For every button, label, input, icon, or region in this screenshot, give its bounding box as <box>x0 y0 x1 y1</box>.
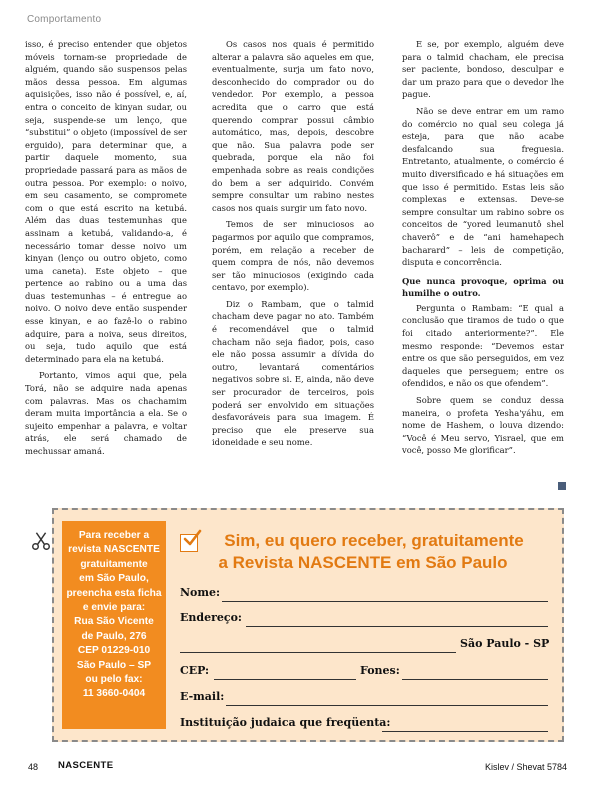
article-column-1 <box>25 38 187 462</box>
address-field[interactable] <box>180 611 548 627</box>
paragraph: isso, é preciso entender que objetos móveis tornam-se propriedade de alguém, quando são suspensos pelas mãos dessa pessoa. Em algumas aquisições, isso não é possível, e, aí, entra o conceito de kinyan sudar, ou seja, suspende-se um lenço, que “substitui” o objeto (impossível de ser erguido), para determinar que, a partir daquele momento, sua propriedade passará para as mãos de outra pessoa. Por exemplo: o noivo, em seu casamento, se compromete com o que está escrito na ketubá. Além das duas testemunhas que assinam a ketubá, validando-a, é necessário tomar desse noivo um kinyan (lenço ou outro objeto, como uma caneta). Este objeto – que pertence ao rabino ou a uma das duas testemunhas – é entregue ao noivo. O noivo deve então suspender esse kinyan, e ao fazê-lo o rabino adquire, para a noiva, seus direitos, ou seja, tudo aquilo que está determinado para ela na ketubá. <box>25 39 187 364</box>
paragraph: Portanto, vimos aqui que, pela Torá, não se adquire nada apenas com palavras. Mas os chachamim deram muita importância a ela. Se o sujeito empenhar a palavra, e voltar atrás, ele será chamado de mechussar amaná. <box>25 370 187 456</box>
address-field-2[interactable] <box>180 637 548 653</box>
coupon-title-line1: Sim, eu quero receber, gratuitamente <box>224 531 524 550</box>
name-input-line[interactable] <box>222 601 548 602</box>
phone-input-line[interactable] <box>402 679 548 680</box>
phone-label: Fones: <box>360 664 400 677</box>
name-field[interactable] <box>180 586 548 602</box>
name-label: Nome: <box>180 586 221 599</box>
paragraph: Diz o Rambam, que o talmid chacham deve pagar no ato. Também é recomendável que o talmid chacham não seja fiador, pois, caso ele não possa assumir a dívida do outro, levantará comentários negativos sobre si. E, ainda, não deve ser procurador de terceiros, pois poderá ser envolvido em situações desfavoráveis para sua imagem. É preciso que ele preserve sua idoneidade e seu nome. <box>212 298 374 448</box>
section-label: Comportamento <box>27 14 102 25</box>
page-number: 48 <box>28 762 39 772</box>
paragraph: Não se deve entrar em um ramo do comércio no qual seu colega já esteja, para que não acabe desfalcando sua freguesia. Entretanto, atualmente, o comércio é muito diversificado e há situações em que isso é permitido. Estas leis são complexas e extensas. Deve-se sempre consultar um rabino sobre os conceitos de “yored leumanutô shel chaverô” e de “ani hamehapech bacharard” – leis de competição, disputa e concorrência. <box>402 105 564 268</box>
instruction-line: 11 3660-0404 <box>82 688 146 700</box>
email-input-line[interactable] <box>226 705 548 706</box>
paragraph: Sobre quem se conduz dessa maneira, o profeta Yesha'yáhu, em nome de Hashem, o louva dizendo: “Você é Meu servo, Yisrael, que em você, posso Me glorificar”. <box>402 395 564 456</box>
email-label: E-mail: <box>180 690 225 703</box>
paragraph: Pergunta o Rambam: “E qual a conclusão que tiramos de tudo o que foi citado anteriormente?”. Ele mesmo responde: “Devemos estar entre os que são perseguidos, em vez daqueles que perseguem; entre os ofendidos, e não os que ofendem”. <box>402 302 564 389</box>
email-field[interactable] <box>180 690 548 706</box>
paragraph: Os casos nos quais é permitido alterar a palavra são aqueles em que, eventualmente, surja um fato novo, desconhecido do comprador ou do vendedor. Por exemplo, a pessoa acredita que o carro que está querendo comprar possui câmbio automático, mas, depois, descobre que não. Sua palavra pode ser quebrada, porque ela não foi empenhada sobre as reais condições do bem a ser adquirido. Convém sempre consultar um rabino nestes casos nos quais surgir um fato novo. <box>212 39 374 213</box>
issue-date: Kislev / Shevat 5784 <box>484 762 567 772</box>
article-column-2 <box>212 38 374 453</box>
subheading: Que nunca provoque, oprima ou humilhe o outro. <box>402 275 564 299</box>
city-label: São Paulo - SP <box>460 637 550 650</box>
cep-phone-field[interactable] <box>180 664 548 680</box>
cep-label: CEP: <box>180 664 210 677</box>
paragraph: Temos de ser minuciosos ao pagarmos por aquilo que compramos, porém, em relação a receber de quem compra de nós, não devemos ser tão minuciosos (exigindo cada centavo, por exemplo). <box>212 219 374 293</box>
address-input-line-2[interactable] <box>180 652 456 653</box>
instruction-line: gratuitamente <box>80 558 148 570</box>
instruction-line: CEP 01229-010 <box>77 645 151 657</box>
coupon-instructions <box>62 521 166 729</box>
scissors-icon <box>30 530 52 552</box>
address-label: Endereço: <box>180 611 242 624</box>
instruction-line: Para receber a <box>78 530 150 541</box>
page-footer <box>28 758 567 778</box>
end-of-article-mark <box>558 482 566 490</box>
instruction-line: de Paulo, 276 <box>81 630 147 642</box>
article-column-3 <box>402 38 564 461</box>
coupon-title-line2: a Revista NASCENTE em São Paulo <box>218 553 508 572</box>
address-input-line[interactable] <box>246 626 548 627</box>
instruction-line: revista NASCENTE <box>68 544 160 556</box>
institution-field[interactable] <box>180 716 548 732</box>
instruction-line: preencha esta ficha <box>66 587 162 599</box>
cep-input-line[interactable] <box>214 679 356 680</box>
institution-label: Instituição judaica que freqüenta: <box>180 716 391 729</box>
instruction-line: São Paulo – SP <box>76 659 152 671</box>
coupon-title <box>178 530 548 574</box>
instruction-line: ou pelo fax: <box>85 674 143 686</box>
instruction-line: Rua São Vicente <box>74 616 154 628</box>
instruction-line: em São Paulo, <box>79 573 149 585</box>
instruction-line: e envie para: <box>82 602 146 614</box>
paragraph: E se, por exemplo, alguém deve para o talmid chacham, ele precisa ser paciente, bondoso, desculpar e dar um prazo para que o devedor lhe pague. <box>402 39 564 100</box>
brand-logo: NASCENTE <box>58 760 114 771</box>
institution-input-line[interactable] <box>382 731 548 732</box>
